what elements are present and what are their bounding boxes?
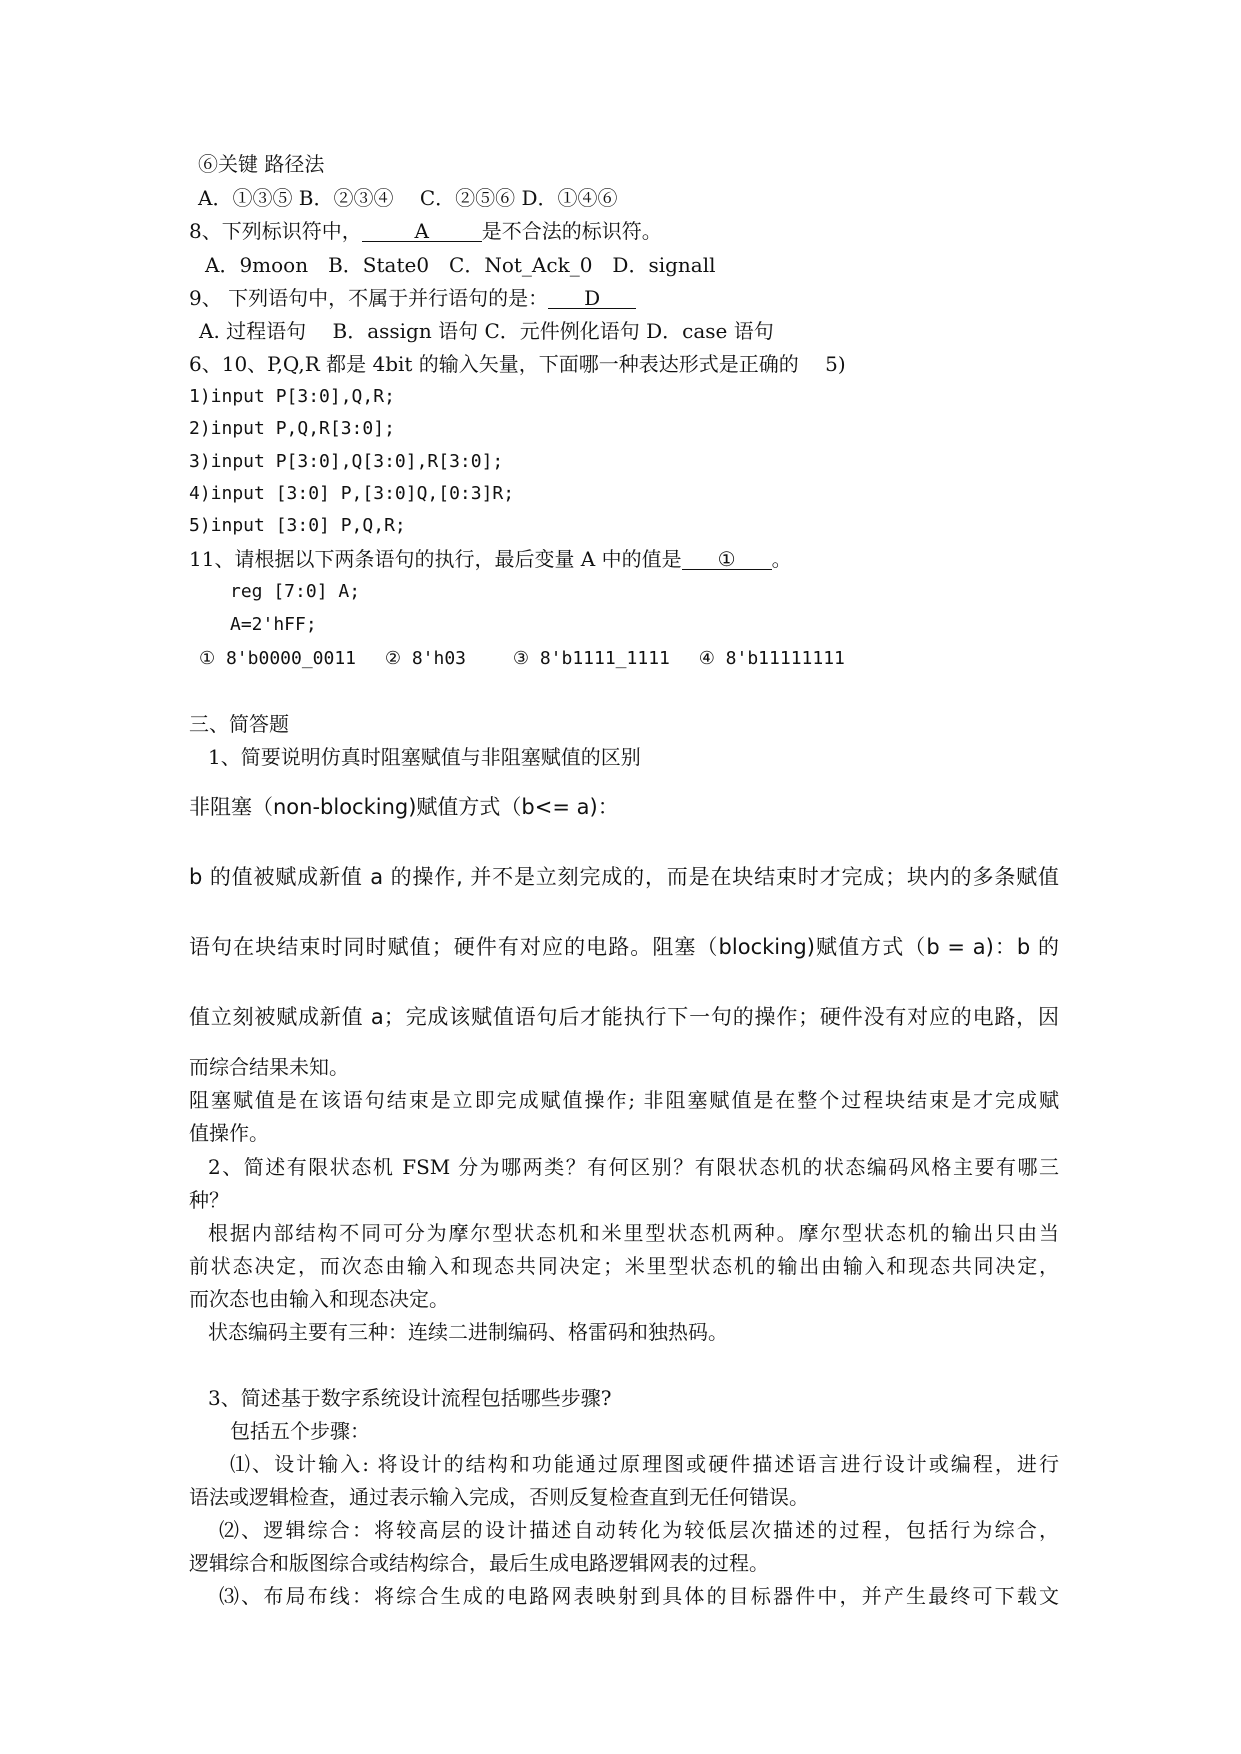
code-line: reg [7:0] A;: [230, 581, 361, 602]
answer-step: 逻辑综合和版图综合或结构综合，最后生成电路逻辑网表的过程。: [189, 1551, 769, 1575]
question-10: 6、10、P,Q,R 都是 4bit 的输入矢量，下面哪一种表达形式是正确的 5): [189, 352, 846, 376]
answer-options: A．①③⑤ B．②③④ C．②⑤⑥ D．①④⑥: [198, 186, 618, 210]
answer-text: 前状态决定，而次态由输入和现态共同决定；米里型状态机的输出由输入和现态共同决定，: [189, 1254, 1059, 1278]
question-text: 。: [771, 547, 792, 571]
question-heading: 1、简要说明仿真时阻塞赋值与非阻塞赋值的区别: [208, 745, 641, 769]
answer-options: A. 过程语句 B．assign 语句 C．元件例化语句 D．case 语句: [199, 319, 774, 343]
question-heading: 3、简述基于数字系统设计流程包括哪些步骤?: [208, 1386, 612, 1410]
question-text: 9、 下列语句中，不属于并行语句的是：: [189, 286, 549, 310]
answer-blank: D: [548, 288, 636, 309]
answer-text: 根据内部结构不同可分为摩尔型状态机和米里型状态机两种。摩尔型状态机的输出只由当: [208, 1221, 1059, 1245]
answer-text: 包括五个步骤：: [230, 1419, 370, 1443]
answer-text: 值立刻被赋成新值 a；完成该赋值语句后才能执行下一句的操作；硬件没有对应的电路，因: [189, 1005, 1059, 1029]
answer-text: 值操作。: [189, 1121, 269, 1145]
answer-step: 语法或逻辑检查，通过表示输入完成，否则反复检查直到无任何错误。: [189, 1485, 809, 1509]
answer-options: ① 8'b0000_0011 ② 8'h03 ③ 8'b1111_1111 ④ 8'b11111111: [199, 648, 845, 669]
code-line: A=2'hFF;: [230, 614, 317, 635]
question-text: 11、请根据以下两条语句的执行，最后变量 A 中的值是: [189, 547, 682, 571]
code-option: 3)input P[3:0],Q[3:0],R[3:0];: [189, 451, 504, 472]
question-heading: 种？: [189, 1188, 229, 1212]
answer-text: 非阻塞（non-blocking)赋值方式（b<= a)：: [189, 795, 619, 819]
option-line: ⑥关键 路径法: [198, 152, 325, 176]
answer-blank: A: [362, 221, 482, 242]
code-option: 1)input P[3:0],Q,R;: [189, 386, 395, 407]
answer-blank: ①: [682, 549, 772, 570]
answer-step: ⑶、布局布线：将综合生成的电路网表映射到具体的目标器件中，并产生最终可下载文: [219, 1584, 1059, 1608]
section-heading: 三、简答题: [189, 712, 289, 736]
answer-text: 语句在块结束时同时赋值；硬件有对应的电路。阻塞（blocking)赋值方式（b = a)：b 的: [189, 935, 1059, 959]
answer-step: ⑵、逻辑综合：将较高层的设计描述自动转化为较低层次描述的过程，包括行为综合，: [219, 1518, 1059, 1542]
answer-text: 阻塞赋值是在该语句结束是立即完成赋值操作; 非阻塞赋值是在整个过程块结束是才完成赋: [189, 1088, 1059, 1112]
question-11: [189, 547, 792, 571]
answer-text: 状态编码主要有三种：连续二进制编码、格雷码和独热码。: [208, 1320, 728, 1344]
question-8: [189, 219, 662, 243]
question-heading: 2、简述有限状态机 FSM 分为哪两类？有何区别？有限状态机的状态编码风格主要有哪三: [208, 1155, 1059, 1179]
answer-options: A．9moon B．State0 C．Not_Ack_0 D．signall: [205, 253, 716, 277]
answer-text: b 的值被赋成新值 a 的操作, 并不是立刻完成的，而是在块结束时才完成；块内的多条赋值: [189, 865, 1059, 889]
question-9: [189, 286, 636, 310]
code-option: 2)input P,Q,R[3:0];: [189, 418, 395, 439]
question-text: 是不合法的标识符。: [481, 219, 662, 243]
answer-step: ⑴、设计输入: 将设计的结构和功能通过原理图或硬件描述语言进行设计或编程，进行: [230, 1452, 1059, 1476]
answer-text: 而次态也由输入和现态决定。: [189, 1287, 449, 1311]
code-option: 5)input [3:0] P,Q,R;: [189, 515, 406, 536]
answer-text: 而综合结果未知。: [189, 1055, 349, 1079]
question-text: 8、下列标识符中，: [189, 219, 362, 243]
code-option: 4)input [3:0] P,[3:0]Q,[0:3]R;: [189, 483, 515, 504]
